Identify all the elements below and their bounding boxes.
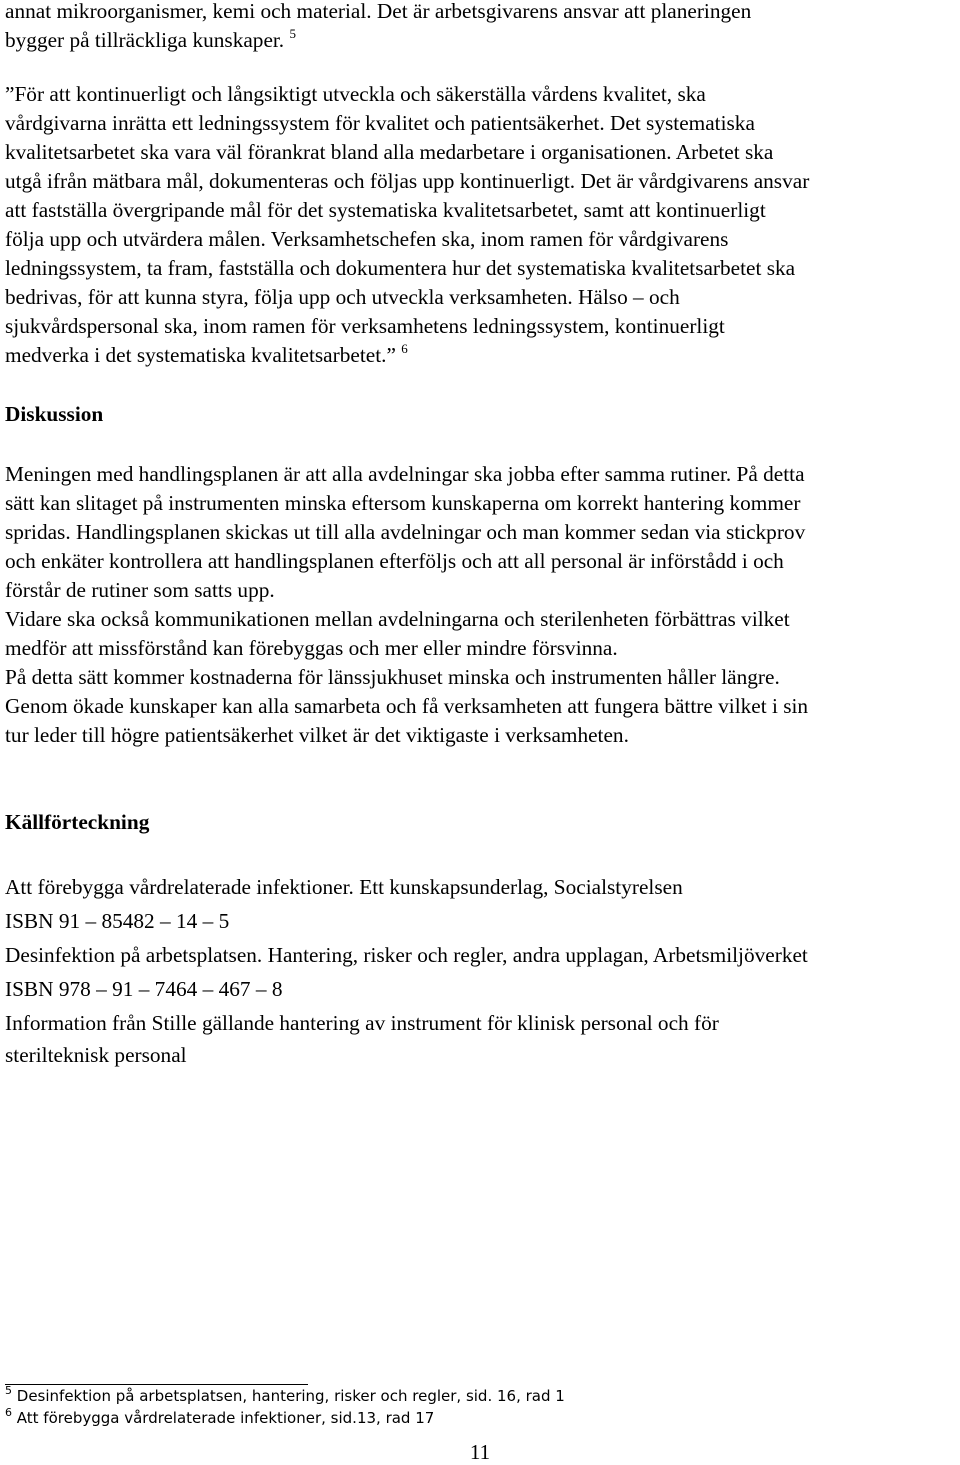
page-number: 11 [469,1440,491,1464]
footnote: $^6$ Att förebygga vårdrelaterade infektioner, sid.13, rad 17 [5,1406,435,1427]
text-line: Vidare ska också kommunikationen mellan avdelningarna och sterilenheten förbättras vilket [5,607,790,631]
text-line: tur leder till högre patientsäkerhet vilket är det viktigaste i verksamheten. [5,723,629,747]
reference-line: ISBN 91 – 85482 – 14 – 5 [5,909,230,933]
text-line: medverka i det systematiska kvalitetsarbetet.” $^6$ [5,341,408,367]
text-line: att fastställa övergripande mål för det systematiska kvalitetsarbetet, samt att kontinuerligt [5,198,766,222]
footnote-ref: 5 [289,26,296,41]
text-line: bygger på tillräckliga kunskaper. $^5$ [5,26,296,52]
text-line: spridas. Handlingsplanen skickas ut till alla avdelningar och man kommer sedan via stickprov [5,520,806,544]
footnote-separator [5,1384,308,1385]
section-heading-diskussion: Diskussion [5,402,104,426]
text-line: Genom ökade kunskaper kan alla samarbeta och få verksamheten att fungera bättre vilket i sin [5,694,809,718]
reference-line: sterilteknisk personal [5,1043,187,1067]
text-line: kvalitetsarbetet ska vara väl förankrat bland alla medarbetare i organisationen. Arbetet ska [5,140,774,164]
text-line: annat mikroorganismer, kemi och material. Det är arbetsgivarens ansvar att planeringen [5,0,752,23]
text-line: medför att missförstånd kan förebyggas och mer eller mindre försvinna. [5,636,618,660]
text-line: vårdgivarna inrätta ett ledningssystem för kvalitet och patientsäkerhet. Det systematiska [5,111,755,135]
text-line: följa upp och utvärdera målen. Verksamhetschefen ska, inom ramen för vårdgivarens [5,227,729,251]
reference-line: ISBN 978 – 91 – 7464 – 467 – 8 [5,977,283,1001]
text-line: bedrivas, för att kunna styra, följa upp och utveckla verksamheten. Hälso – och [5,285,680,309]
text-line: ledningssystem, ta fram, fastställa och dokumentera hur det systematiska kvalitetsarbetet ska [5,256,796,280]
footnote: $^5$ Desinfektion på arbetsplatsen, hantering, risker och regler, sid. 16, rad 1 [5,1384,565,1405]
reference-line: Att förebygga vårdrelaterade infektioner. Ett kunskapsunderlag, Socialstyrelsen [5,875,683,899]
text-line: sätt kan slitaget på instrumenten minska eftersom kunskaperna om korrekt hantering kommer [5,491,801,515]
text-line: Meningen med handlingsplanen är att alla avdelningar ska jobba efter samma rutiner. På detta [5,462,805,486]
text-line: förstår de rutiner som satts upp. [5,578,275,602]
text-line: På detta sätt kommer kostnaderna för länssjukhuset minska och instrumenten håller längre. [5,665,780,689]
text-line: sjukvårdspersonal ska, inom ramen för verksamhetens ledningssystem, kontinuerligt [5,314,725,338]
reference-line: Information från Stille gällande hantering av instrument för klinisk personal och för [5,1011,719,1035]
text-line: utgå ifrån mätbara mål, dokumenteras och följas upp kontinuerligt. Det är vårdgivarens ansvar [5,169,810,193]
reference-line: Desinfektion på arbetsplatsen. Hantering, risker och regler, andra upplagan, Arbetsmiljöverket [5,943,808,967]
footnote-ref: 6 [401,341,408,356]
section-heading-kallforteckning: Källförteckning [5,810,150,834]
text-line: ”För att kontinuerligt och långsiktigt utveckla och säkerställa vårdens kvalitet, ska [5,82,706,106]
text-line: och enkäter kontrollera att handlingsplanen efterföljs och att all personal är införstådd i och [5,549,784,573]
